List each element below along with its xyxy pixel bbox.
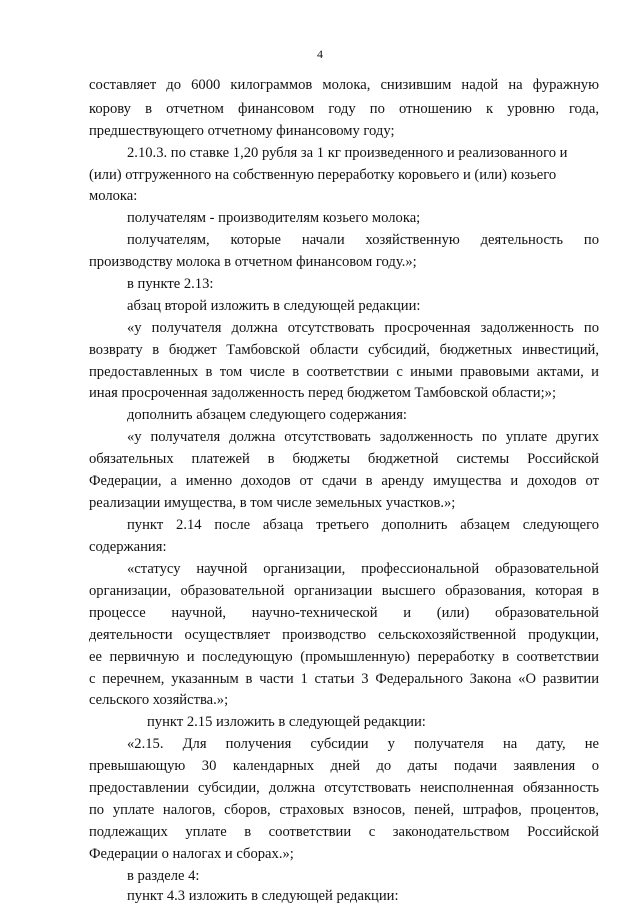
text-line: «у получателя должна отсутствовать просроченная задолженность по bbox=[127, 320, 599, 336]
text-line: пункт 2.15 изложить в следующей редакции: bbox=[147, 714, 426, 730]
text-line: предоставленных в том числе в соответствии с иными правовыми актами, и bbox=[89, 364, 599, 380]
text-line: 2.10.3. по ставке 1,20 рубля за 1 кг произведенного и реализованного и bbox=[127, 145, 568, 161]
text-line: Федерации о налогах и сборах.»; bbox=[89, 846, 294, 862]
text-line: подлежащих уплате в соответствии с законодательством Российской bbox=[89, 824, 599, 840]
page-number: 4 bbox=[317, 47, 323, 61]
text-line: (или) отгруженного на собственную переработку коровьего и (или) козьего bbox=[89, 167, 557, 183]
text-line: пункт 2.14 после абзаца третьего дополнить абзацем следующего bbox=[127, 517, 599, 533]
text-line: в пункте 2.13: bbox=[127, 276, 214, 292]
text-line: деятельности осуществляет производство сельскохозяйственной продукции, bbox=[89, 627, 599, 643]
text-line: по уплате налогов, сборов, страховых взносов, пеней, штрафов, процентов, bbox=[89, 802, 599, 818]
text-line: реализации имущества, в том числе земельных участков.»; bbox=[89, 495, 456, 511]
text-line: производству молока в отчетном финансовом году.»; bbox=[89, 254, 417, 270]
text-line: корову в отчетном финансовом году по отношению к уровню года, bbox=[89, 101, 599, 117]
text-line: абзац второй изложить в следующей редакции: bbox=[127, 298, 421, 314]
text-line: получателям, которые начали хозяйственную деятельность по bbox=[127, 232, 599, 248]
text-line: процессе научной, научно-технической и (или) образовательной bbox=[89, 605, 599, 621]
text-line: содержания: bbox=[89, 539, 167, 555]
text-line: получателям - производителям козьего молока; bbox=[127, 210, 421, 226]
text-line: с перечнем, указанным в части 1 статьи 3 Федерального Закона «О развитии bbox=[89, 671, 599, 687]
text-line: дополнить абзацем следующего содержания: bbox=[127, 407, 407, 423]
text-line: возврату в бюджет Тамбовской области субсидий, бюджетных инвестиций, bbox=[89, 342, 599, 358]
text-line: превышающую 30 календарных дней до даты подачи заявления о bbox=[89, 758, 599, 774]
text-line: предоставлении субсидии, должна отсутствовать неисполненная обязанность bbox=[89, 780, 599, 796]
text-line: составляет до 6000 килограммов молока, снизившим надой на фуражную bbox=[89, 77, 599, 93]
text-line: молока: bbox=[89, 188, 138, 204]
text-line: предшествующего отчетному финансовому году; bbox=[89, 123, 395, 139]
text-line: организации, образовательной организации высшего образования, которая в bbox=[89, 583, 599, 599]
text-line: «статусу научной организации, профессиональной образовательной bbox=[127, 561, 599, 577]
text-line: Федерации, а именно доходов от сдачи в аренду имущества и доходов от bbox=[89, 473, 599, 489]
text-line: в разделе 4: bbox=[127, 868, 200, 884]
text-line: иная просроченная задолженность перед бюджетом Тамбовской области;»; bbox=[89, 385, 557, 401]
text-line: «2.15. Для получения субсидии у получателя на дату, не bbox=[127, 736, 599, 752]
text-line: «у получателя должна отсутствовать задолженность по уплате других bbox=[127, 429, 599, 445]
text-line: ее первичную и последующую (промышленную) переработку в соответствии bbox=[89, 649, 599, 665]
text-line: сельского хозяйства.»; bbox=[89, 692, 229, 708]
text-line: пункт 4.3 изложить в следующей редакции: bbox=[127, 888, 399, 904]
text-line: обязательных платежей в бюджеты бюджетной системы Российской bbox=[89, 451, 599, 467]
